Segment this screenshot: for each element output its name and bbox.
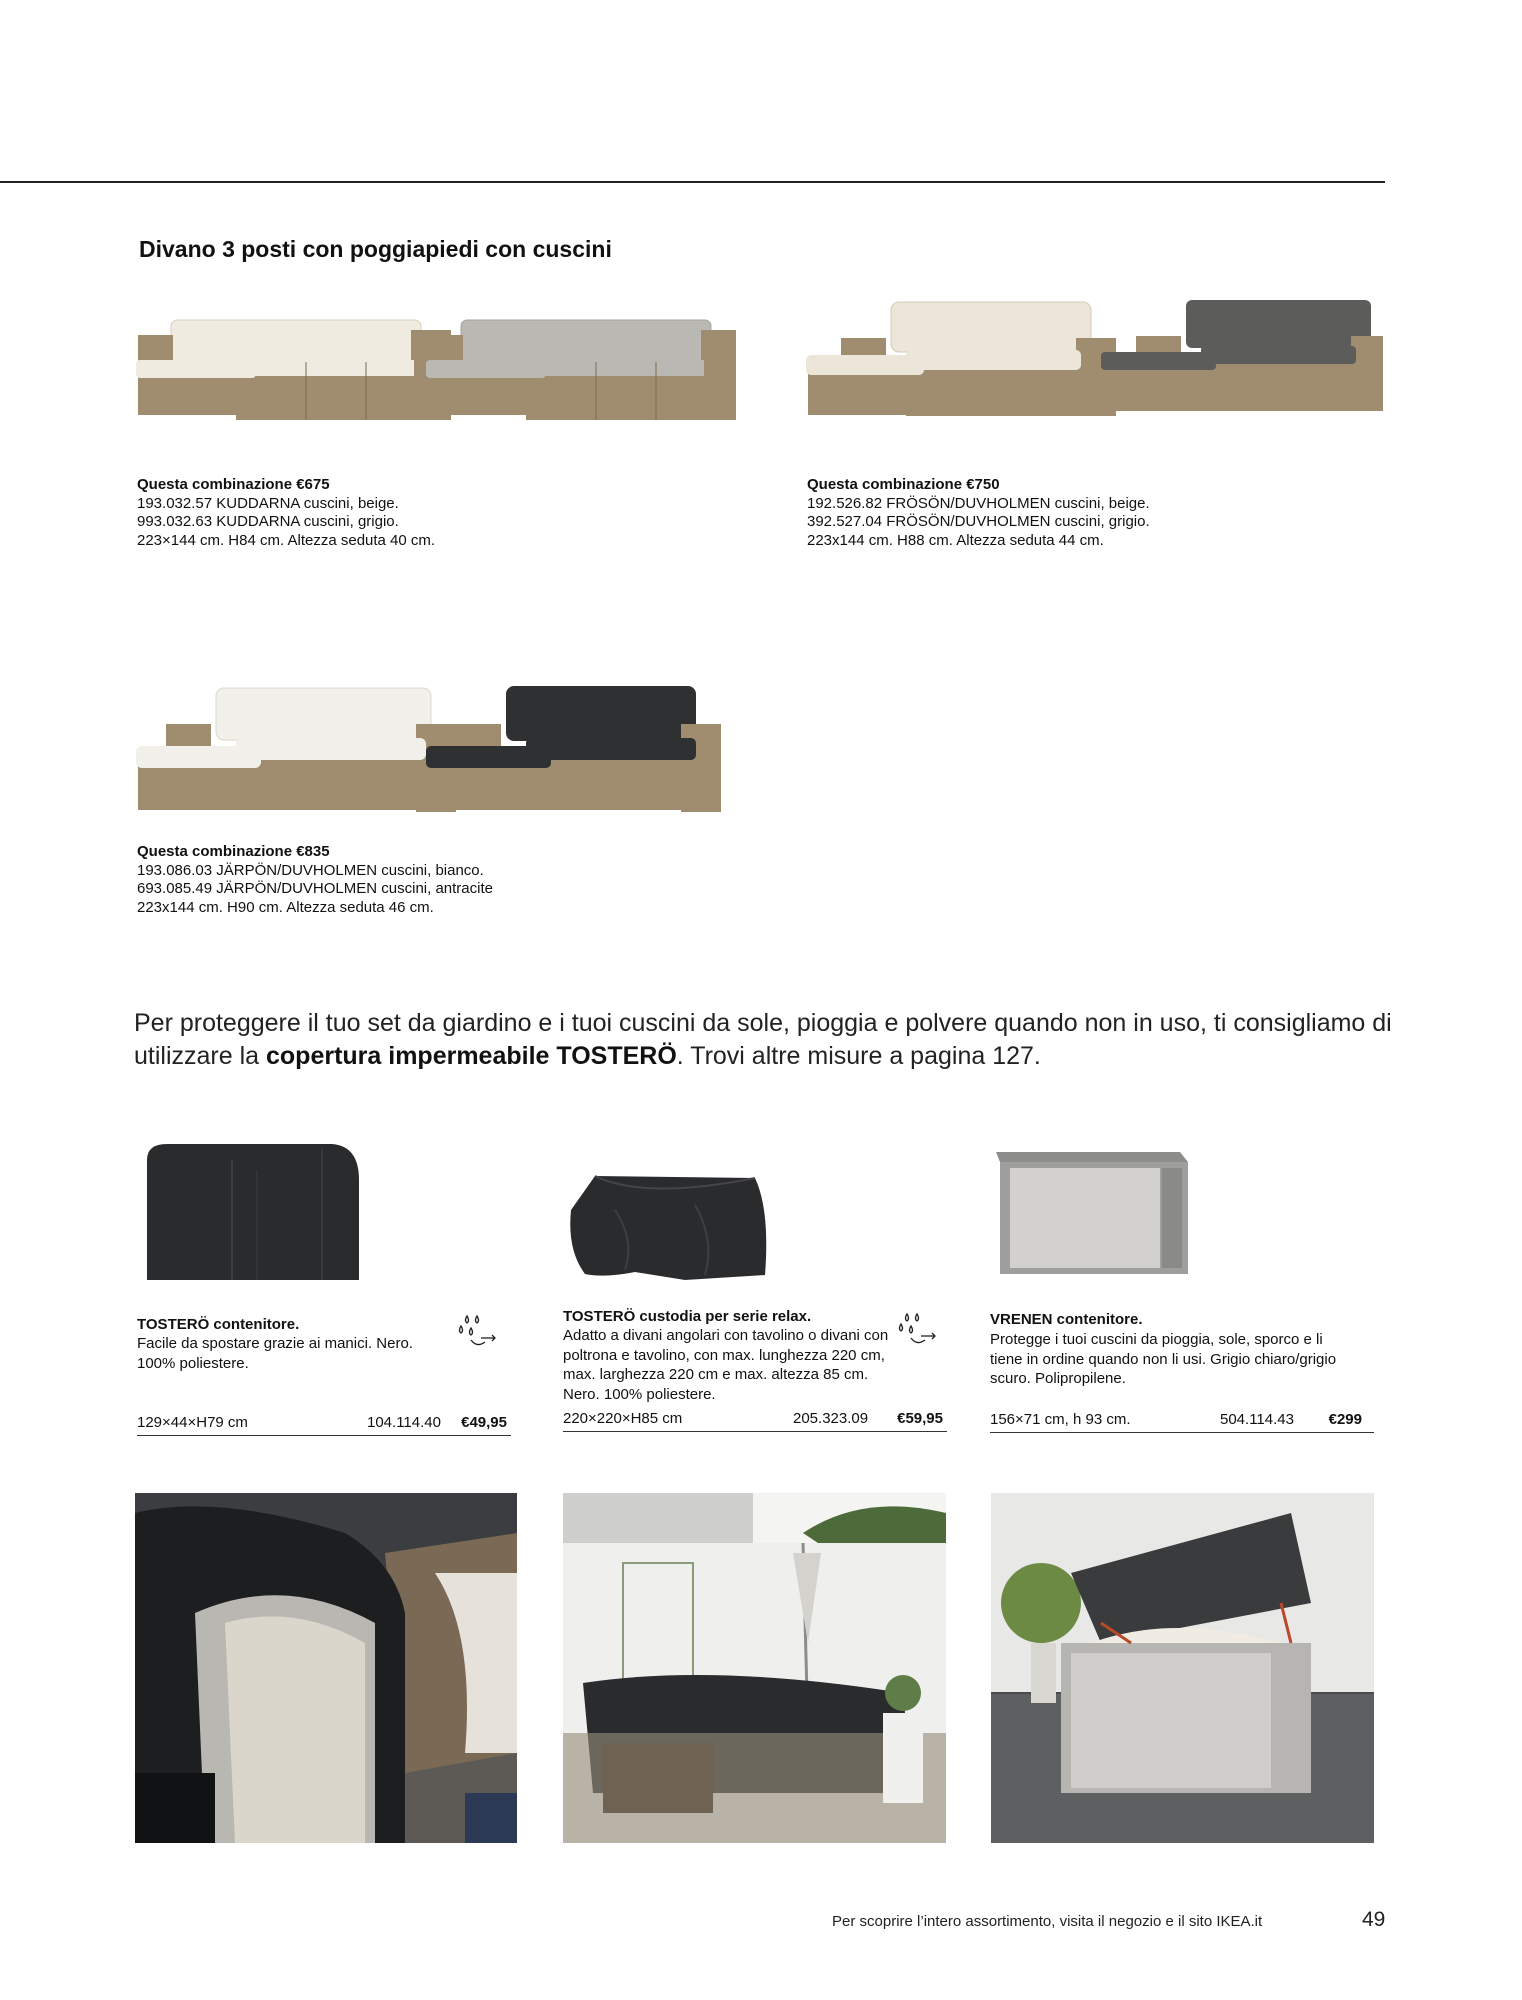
combo-3-line-1: 193.086.03 JÄRPÖN/DUVHOLMEN cuscini, bianco. [137, 861, 484, 879]
product-2-size: 220×220×H85 cm [563, 1410, 683, 1427]
sofa-combo-2-images [806, 298, 1386, 428]
product-2-description: Adatto a divani angolari con tavolino o divani con poltrona e tavolino, con max. lunghezza 220 cm, max. larghezza 220 cm e max. altezza 85 cm. Nero. 100% poliestere. [563, 1327, 889, 1403]
product-1-article: 104.114.40 [367, 1414, 441, 1431]
sofa-image-grey [426, 320, 736, 420]
combo-1-line-3: 223×144 cm. H84 cm. Altezza seduta 40 cm. [137, 531, 436, 549]
page-number: 49 [1362, 1908, 1386, 1931]
combo-3-line-2: 693.085.49 JÄRPÖN/DUVHOLMEN cuscini, antracite [137, 880, 493, 897]
tostero-cover-image [565, 1170, 775, 1285]
combo-3-details [137, 843, 493, 917]
product-3-price: €299 [1328, 1411, 1362, 1428]
water-repellent-icon [455, 1312, 499, 1356]
water-repellent-icon [895, 1310, 939, 1354]
product-2-info-row [563, 1408, 947, 1432]
combo-2-line-3: 223x144 cm. H88 cm. Altezza seduta 44 cm. [807, 531, 1104, 549]
product-1-description: Facile da spostare grazie ai manici. Nero. 100% poliestere. [137, 1335, 413, 1372]
product-vrenen-storage [990, 1140, 1374, 1440]
sofa-image-grey [1101, 300, 1383, 411]
product-2-title: TOSTERÖ custodia per serie relax. [563, 1308, 812, 1325]
footer-text: Per scoprire l’intero assortimento, visita il negozio e il sito IKEA.it [832, 1913, 1263, 1930]
product-tostero-cover [563, 1140, 947, 1440]
tostero-storage-image [137, 1140, 377, 1285]
product-1-info-row [137, 1412, 511, 1436]
intro-text-2: . Trovi altre misure a pagina 127. [676, 1042, 1041, 1070]
product-3-description: Protegge i tuoi cuscini da pioggia, sole, sporco e li tiene in ordine quando non li usi. Grigio chiaro/grigio scuro. Polipropilene. [990, 1331, 1337, 1387]
sofa-image-beige [136, 320, 451, 420]
product-3-article: 504.114.43 [1220, 1411, 1294, 1428]
product-3-title: VRENEN contenitore. [990, 1311, 1143, 1328]
intro-product-name: copertura impermeabile TOSTERÖ [266, 1042, 677, 1070]
photo-vrenen-storage-open [991, 1493, 1374, 1843]
combo-3-line-3: 223x144 cm. H90 cm. Altezza seduta 46 cm. [137, 898, 434, 916]
intro-paragraph [134, 1007, 1394, 1073]
product-1-price: €49,95 [461, 1414, 507, 1431]
vrenen-storage-image [990, 1144, 1190, 1279]
combo-1-details [137, 476, 435, 550]
combo-2-details [807, 476, 1150, 550]
combo-2-line-1: 192.526.82 FRÖSÖN/DUVHOLMEN cuscini, beige. [807, 494, 1150, 512]
product-tostero-storage [137, 1140, 511, 1440]
combo-2-title: Questa combinazione €750 [807, 476, 1000, 493]
combo-1-line-2: 993.032.63 KUDDARNA cuscini, grigio. [137, 513, 399, 530]
sofa-combo-3-images [136, 686, 736, 816]
section-title: Divano 3 posti con poggiapiedi con cuscini [139, 236, 612, 262]
combo-2-line-2: 392.527.04 FRÖSÖN/DUVHOLMEN cuscini, grigio. [807, 513, 1150, 530]
combo-1-title: Questa combinazione €675 [137, 476, 330, 493]
photo-tostero-cover-on-patio [563, 1493, 946, 1843]
top-rule [0, 181, 1385, 183]
sofa-image-anthracite [426, 686, 721, 812]
product-2-article: 205.323.09 [793, 1410, 869, 1427]
sofa-image-white [136, 688, 456, 812]
sofa-combo-1-images [136, 300, 736, 430]
product-3-info-row [990, 1409, 1374, 1433]
intro-text-1: Per proteggere il tuo set da giardino e i tuoi cuscini da sole, pioggia e polvere quando non in uso, ti consigliamo di utilizzare la [134, 1009, 1392, 1070]
sofa-image-beige [806, 302, 1116, 416]
product-1-size: 129×44×H79 cm [137, 1414, 248, 1431]
product-1-title: TOSTERÖ contenitore. [137, 1316, 300, 1333]
combo-3-title: Questa combinazione €835 [137, 843, 330, 860]
photo-tostero-storage-in-use [135, 1493, 517, 1843]
combo-1-line-1: 193.032.57 KUDDARNA cuscini, beige. [137, 494, 399, 512]
product-2-price: €59,95 [897, 1410, 943, 1427]
product-3-size: 156×71 cm, h 93 cm. [990, 1411, 1131, 1428]
